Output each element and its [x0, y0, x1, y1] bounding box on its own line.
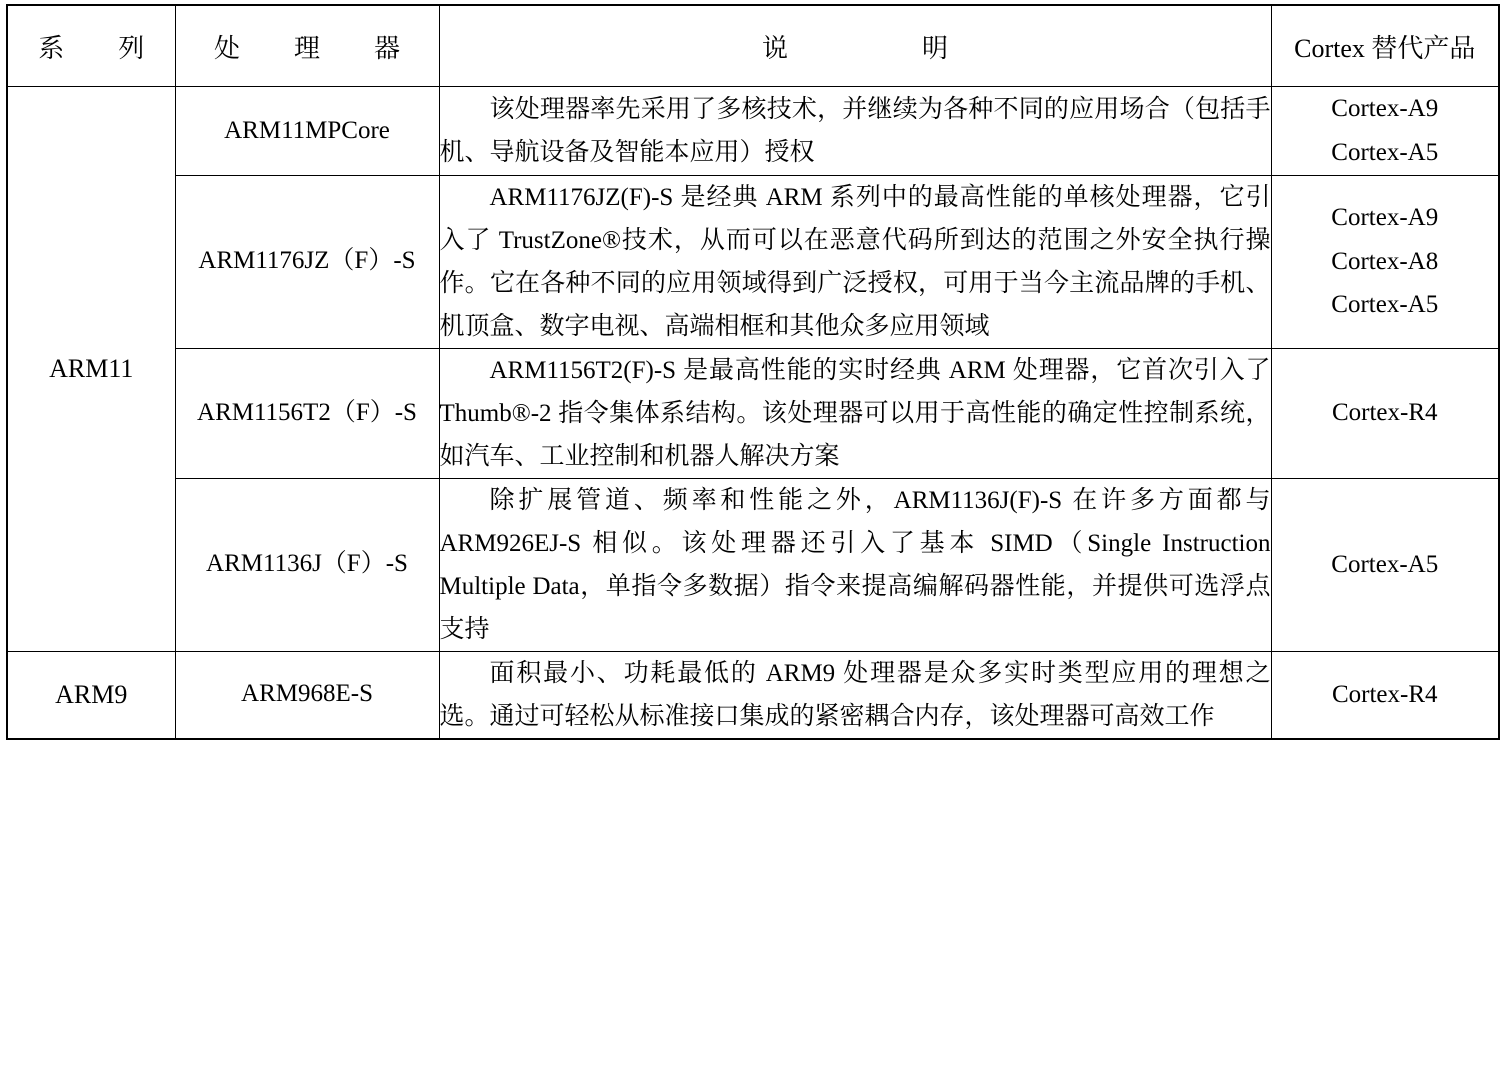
cortex-alternative: Cortex-A8: [1331, 247, 1439, 275]
series-label: ARM11: [49, 353, 134, 383]
processor-cell: [175, 87, 439, 176]
series-cell-arm9: [7, 651, 175, 739]
description-cell: [439, 348, 1271, 478]
processor-cell: [175, 348, 439, 478]
cortex-cell: [1271, 87, 1499, 176]
processor-cell: [175, 175, 439, 348]
table-row: [7, 651, 1499, 739]
column-header-cortex: [1271, 5, 1499, 87]
cortex-alternative: Cortex-A5: [1331, 550, 1439, 578]
series-label: ARM9: [55, 679, 128, 709]
description-text: 该处理器率先采用了多核技术，并继续为各种不同的应用场合（包括手机、导航设备及智能本应用）授权: [439, 95, 1271, 166]
description-cell: [439, 651, 1271, 739]
cortex-alternative: Cortex-R4: [1331, 680, 1438, 708]
table-row: [7, 478, 1499, 651]
processor-label: ARM1156T2（F）-S: [197, 398, 417, 426]
cortex-cell: [1271, 175, 1499, 348]
processor-cell: [175, 651, 439, 739]
table-header-row: [7, 5, 1499, 87]
table-header: [7, 5, 1499, 87]
column-header-processor-label: 处 理 器: [213, 33, 414, 63]
column-header-processor: [175, 5, 439, 87]
cortex-cell: [1271, 651, 1499, 739]
cortex-alternative: Cortex-A9: [1331, 95, 1439, 122]
cortex-alternative: Cortex-A5: [1331, 138, 1439, 166]
table-row: [7, 175, 1499, 348]
table-row: [7, 348, 1499, 478]
cortex-alternative: Cortex-A5: [1331, 291, 1439, 319]
column-header-description: [439, 5, 1271, 87]
description-cell: [439, 87, 1271, 176]
description-text: ARM1156T2(F)-S 是最高性能的实时经典 ARM 处理器，它首次引入了 Thumb®-2 指令集体系结构。该处理器可以用于高性能的确定性控制系统，如汽车、工业控制和机器人解决方案: [439, 356, 1271, 470]
table-body: [7, 87, 1499, 739]
processor-label: ARM968E-S: [241, 680, 373, 708]
processor-label: ARM1176JZ（F）-S: [198, 247, 416, 275]
description-text: ARM1176JZ(F)-S 是经典 ARM 系列中的最高性能的单核处理器，它引入了 TrustZone®技术，从而可以在恶意代码所到达的范围之外安全执行操作。它在各种不同的应用领域得到广泛授权，可用于当今主流品牌的手机、机顶盒、数字电视、高端相框和其他众多应用领域: [439, 183, 1271, 340]
series-cell-arm11: [7, 87, 175, 652]
description-text: 面积最小、功耗最低的 ARM9 处理器是众多实时类型应用的理想之选。通过可轻松从标准接口集成的紧密耦合内存，该处理器可高效工作: [439, 659, 1271, 730]
cortex-cell: [1271, 478, 1499, 651]
cortex-cell: [1271, 348, 1499, 478]
cortex-alternative: Cortex-R4: [1331, 399, 1438, 427]
table-row: [7, 87, 1499, 176]
column-header-description-label: 说 明: [761, 33, 962, 63]
column-header-series-label: 系 列: [38, 33, 159, 63]
processor-label: ARM1136J（F）-S: [206, 550, 408, 578]
column-header-series: [7, 5, 175, 87]
column-header-cortex-label: Cortex 替代产品: [1294, 33, 1476, 63]
processor-cell: [175, 478, 439, 651]
description-text: 除扩展管道、频率和性能之外，ARM1136J(F)-S 在许多方面都与 ARM926EJ-S 相似。该处理器还引入了基本 SIMD（Single Instruction Multiple Data，单指令多数据）指令来提高编解码器性能，并提供可选浮点支持: [439, 486, 1271, 643]
cortex-alternative: Cortex-A9: [1331, 203, 1439, 231]
description-cell: [439, 478, 1271, 651]
processor-label: ARM11MPCore: [224, 116, 390, 144]
description-cell: [439, 175, 1271, 348]
arm-processor-table: [6, 4, 1500, 740]
